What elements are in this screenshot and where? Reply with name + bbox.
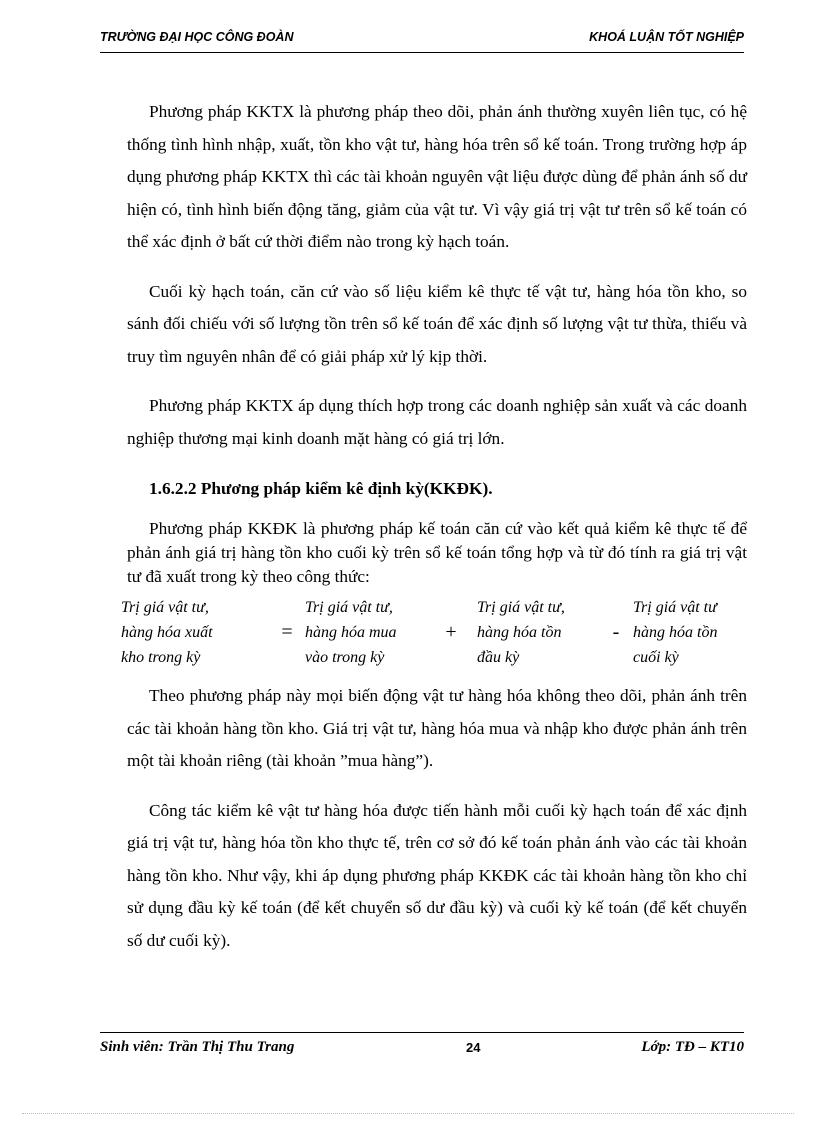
section-heading: 1.6.2.2 Phương pháp kiểm kê định kỳ(KKĐK). xyxy=(149,479,493,498)
page-border xyxy=(22,1113,794,1114)
header-thesis-label: KHOÁ LUẬN TỐT NGHIỆP xyxy=(589,30,744,44)
formula-term-purchased: Trị giá vật tư, hàng hóa mua vào trong kỳ xyxy=(305,599,397,666)
footer-student: Sinh viên: Trần Thị Thu Trang xyxy=(100,1039,295,1055)
paragraph-kktx-definition: Phương pháp KKTX là phương pháp theo dõi, phản ánh thường xuyên liên tục, có hệ thống tình hình nhập, xuất, tồn kho vật tư, hàng hóa trên sổ kế toán. Trong trường hợp áp dụng phương pháp KKTX thì các tài khoản nguyên vật liệu được dùng để phản ánh số dư hiện có, tình hình biến động tăng, giảm của vật tư. Vì vậy giá trị vật tư trên sổ kế toán có thể xác định ở bất cứ thời điểm nào trong kỳ hạch toán. xyxy=(127,102,747,251)
footer-class: Lớp: TĐ – KT10 xyxy=(641,1039,744,1055)
formula-equals: = xyxy=(281,621,293,643)
formula-term-opening: Trị giá vật tư, hàng hóa tồn đầu kỳ xyxy=(477,599,565,666)
formula-term-closing: Trị giá vật tư hàng hóa tồn cuối kỳ xyxy=(633,599,718,666)
page-content xyxy=(121,96,747,974)
formula-plus: + xyxy=(445,621,457,643)
paragraph-kkdk-method: Theo phương pháp này mọi biến động vật tư hàng hóa không theo dõi, phản ánh trên các tài khoản hàng tồn kho. Giá trị vật tư, hàng hóa mua và nhập kho được phản ánh trên một tài khoản riêng (tài khoản ”mua hàng”). xyxy=(127,686,747,770)
page-number: 24 xyxy=(466,1040,481,1055)
page-header xyxy=(100,28,744,53)
paragraph-kkdk-definition: Phương pháp KKĐK là phương pháp kế toán căn cứ vào kết quả kiểm kê thực tế để phản ánh giá trị hàng tồn kho cuối kỳ trên sổ kế toán tổng hợp và từ đó tính ra giá trị vật tư đã xuất trong kỳ theo công thức: xyxy=(127,519,747,586)
formula-term-exported: Trị giá vật tư, hàng hóa xuất kho trong kỳ xyxy=(121,599,213,666)
paragraph-kktx-applicability: Phương pháp KKTX áp dụng thích hợp trong các doanh nghiệp sản xuất và các doanh nghiệp thương mại kinh doanh mặt hàng có giá trị lớn. xyxy=(127,396,747,448)
formula-minus: - xyxy=(612,621,620,643)
paragraph-end-of-period: Cuối kỳ hạch toán, căn cứ vào số liệu kiểm kê thực tế vật tư, hàng hóa tồn kho, so sánh đối chiếu với số lượng tồn trên sổ kế toán để xác định số lượng vật tư thừa, thiếu và truy tìm nguyên nhân để có giải pháp xử lý kịp thời. xyxy=(127,281,747,366)
header-university: TRƯỜNG ĐẠI HỌC CÔNG ĐOÀN xyxy=(100,30,294,44)
paragraph-inventory-count: Công tác kiểm kê vật tư hàng hóa được tiến hành mỗi cuối kỳ hạch toán để xác định giá trị vật tư, hàng hóa tồn kho thực tế, trên cơ sở đó kế toán phản ánh vào các tài khoản hàng tồn kho. Như vậy, khi áp dụng phương pháp KKĐK các tài khoản hàng tồn kho chỉ sử dụng đầu kỳ kế toán (để kết chuyển số dư đầu kỳ) và cuối kỳ kế toán (để kết chuyển số dư cuối kỳ). xyxy=(127,800,747,950)
formula xyxy=(121,595,747,670)
page-footer xyxy=(100,1032,744,1055)
